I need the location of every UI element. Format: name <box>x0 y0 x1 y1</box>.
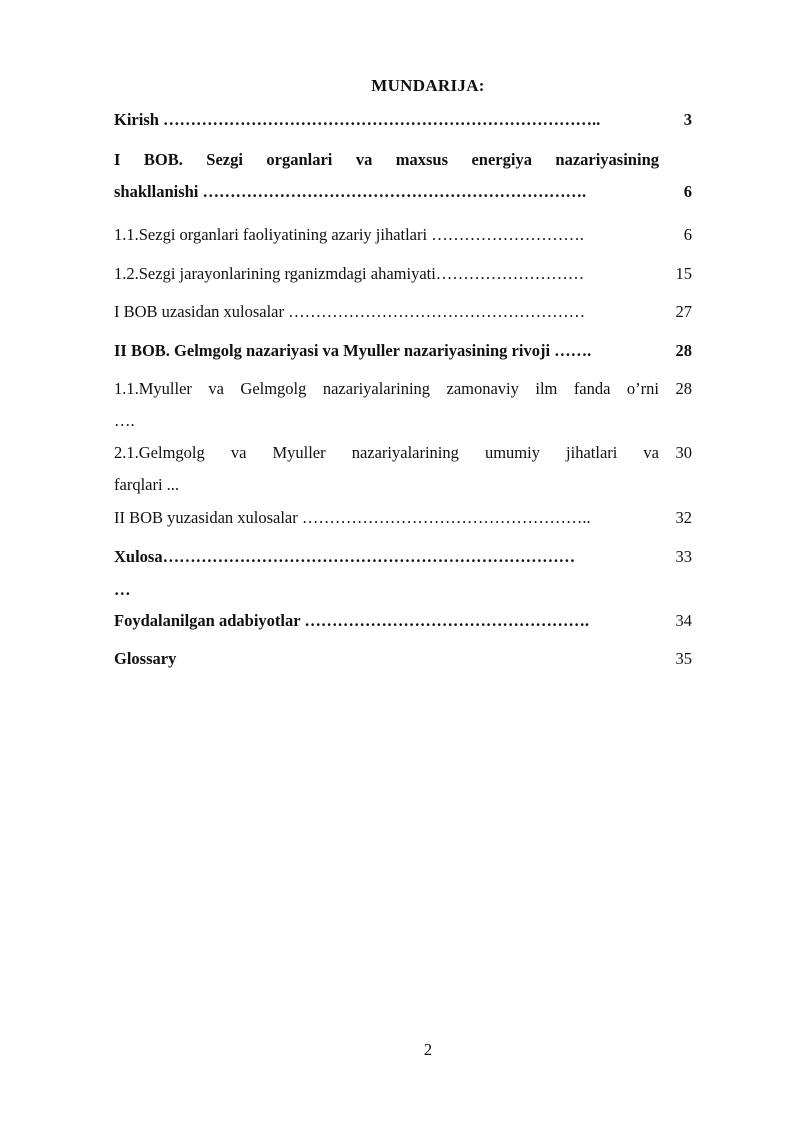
toc-entry-page: 6 <box>683 182 692 201</box>
toc-entry-text-cont: shakllanishi ……………………………………………………………. <box>114 182 587 201</box>
toc-entry-page: 3 <box>683 110 692 129</box>
toc-entry-text: I BOB. Sezgi organlari va maxsus energiya nazariyasining <box>114 150 659 169</box>
toc-entry-text: Kirish …………………………………………………………………….. <box>114 110 601 129</box>
toc-entry-page: 33 <box>675 547 692 566</box>
toc-entry-page: 15 <box>675 264 692 283</box>
toc-entry-page: 6 <box>683 225 692 244</box>
toc-entry-text-cont: … <box>114 580 131 599</box>
toc-entry-text-cont: farqlari ... <box>114 475 180 494</box>
toc-entry-page: 30 <box>675 443 692 462</box>
toc-entry-text: II BOB. Gelmgolg nazariyasi va Myuller nazariyasining rivoji ……. <box>114 341 592 360</box>
toc-entry-text: Xulosa………………………………………………………………… <box>114 547 576 566</box>
toc-entry-text: Foydalanilgan adabiyotlar ……………………………………………. <box>114 611 590 630</box>
page-number: 2 <box>423 1040 433 1059</box>
page-title: MUNDARIJA: <box>371 76 485 95</box>
toc-entry-text: 1.2.Sezgi jarayonlarining rganizmdagi ahamiyati……………………… <box>114 264 585 283</box>
toc-entry-text-cont: …. <box>114 411 135 430</box>
toc-entry-page: 34 <box>675 611 692 630</box>
toc-entry-page: 32 <box>675 508 692 527</box>
toc-entry-text: 1.1.Sezgi organlari faoliyatining azariy jihatlari ………………………. <box>114 225 584 244</box>
toc-entry-page: 28 <box>675 379 692 398</box>
toc-entry-text: I BOB uzasidan xulosalar ……………………………………………… <box>114 302 586 321</box>
toc-entry-page: 27 <box>675 302 692 321</box>
toc-entry-text: Glossary <box>114 649 177 668</box>
toc-entry-text: II BOB yuzasidan xulosalar …………………………………………….. <box>114 508 591 527</box>
toc-entry-text: 1.1.Myuller va Gelmgolg nazariyalarining zamonaviy ilm fanda o’rni <box>114 379 659 398</box>
toc-entry-page: 35 <box>675 649 692 668</box>
toc-entry-text: 2.1.Gelmgolg va Myuller nazariyalarining umumiy jihatlari va <box>114 443 659 462</box>
toc-entry-page: 28 <box>675 341 692 360</box>
